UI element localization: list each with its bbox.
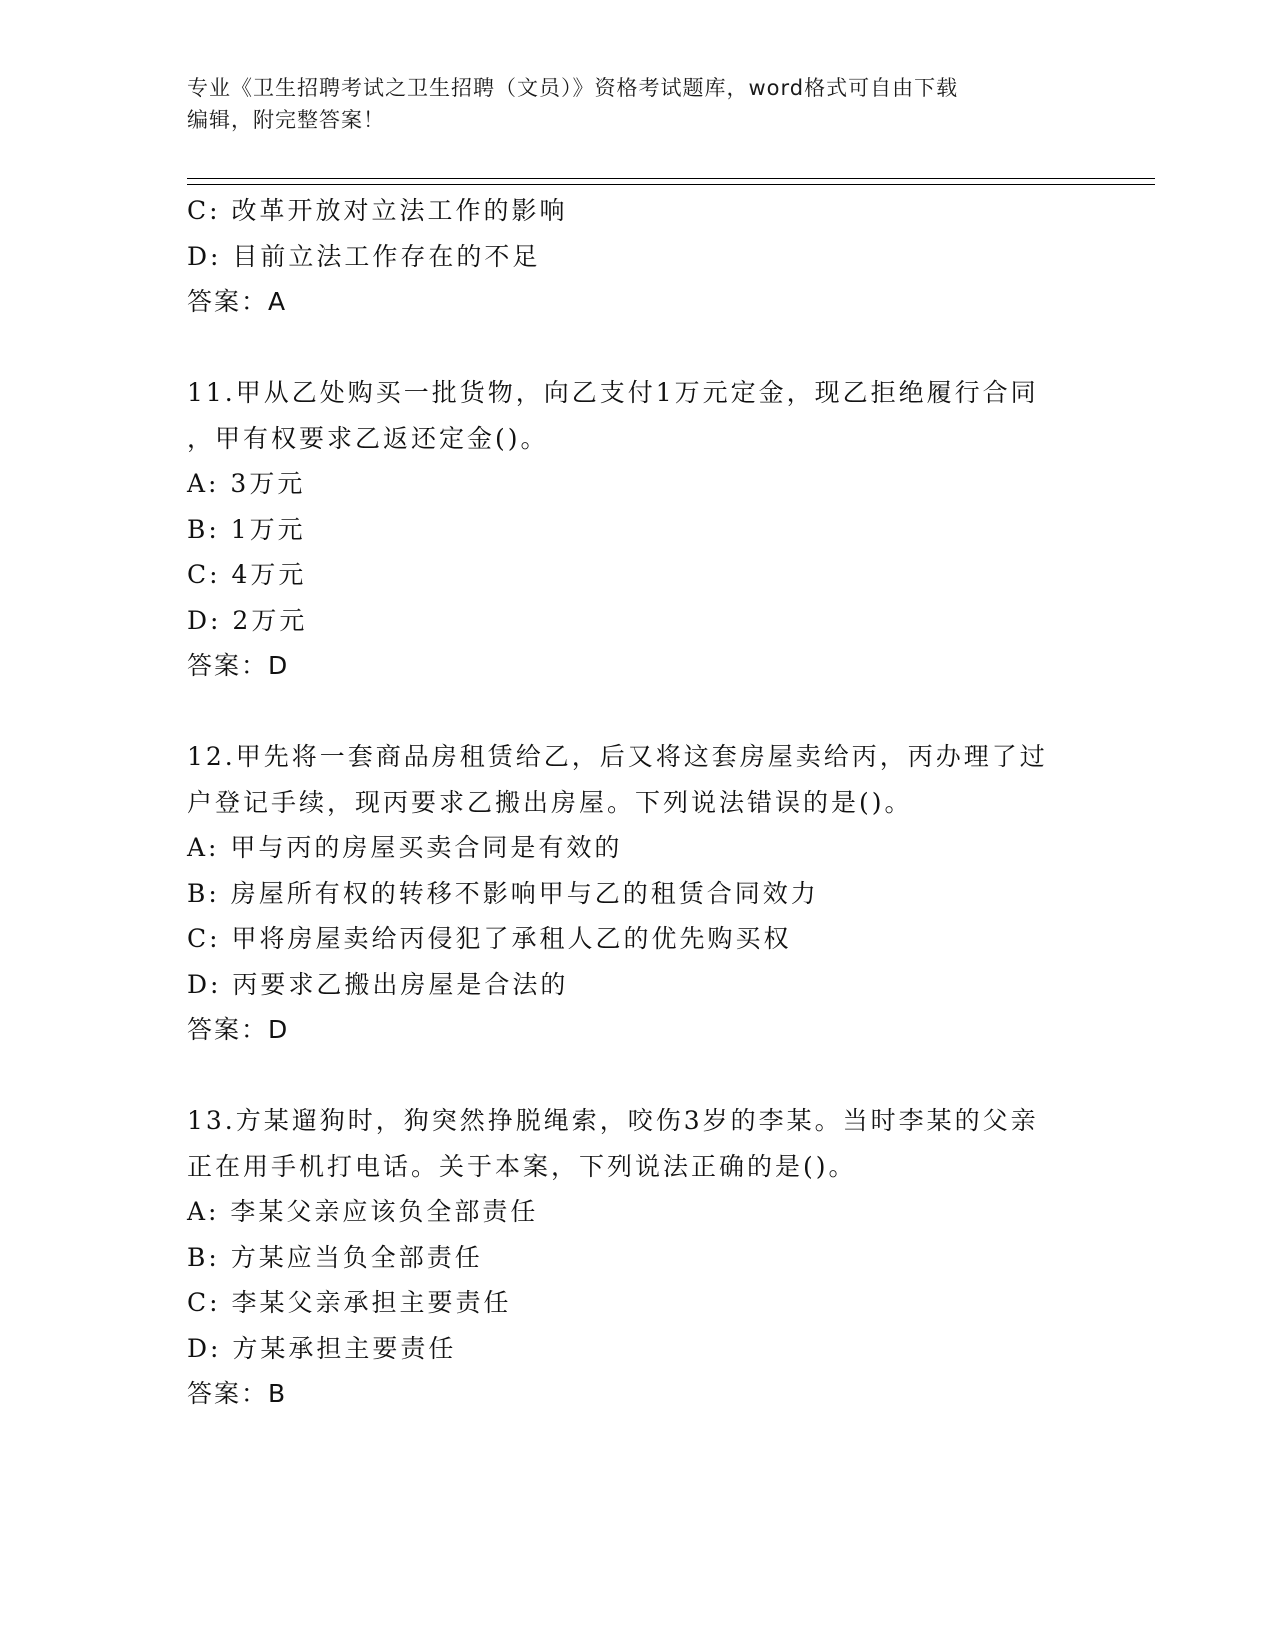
header-line-1: 专业《卫生招聘考试之卫生招聘（文员）》资格考试题库，word格式可自由下载	[187, 76, 959, 100]
option-d: D: 丙要求乙搬出房屋是合法的	[187, 969, 569, 999]
question-12	[187, 734, 1087, 1053]
answer-line: 答案：D	[187, 651, 290, 680]
option-b: B: 1万元	[187, 514, 306, 544]
question-stem-line: 户登记手续，现丙要求乙搬出房屋。下列说法错误的是()。	[187, 787, 913, 817]
option-c: C: 李某父亲承担主要责任	[187, 1288, 512, 1317]
option-d: D: 目前立法工作存在的不足	[187, 241, 541, 271]
option-b: B: 房屋所有权的转移不影响甲与乙的租赁合同效力	[187, 878, 819, 908]
question-stem-line: 11.甲从乙处购买一批货物，向乙支付1万元定金，现乙拒绝履行合同	[187, 378, 1039, 407]
question-stem-line: 12.甲先将一套商品房租赁给乙，后又将这套房屋卖给丙，丙办理了过	[187, 742, 1048, 771]
answer-line: 答案：A	[187, 287, 288, 316]
option-a: A: 李某父亲应该负全部责任	[187, 1197, 539, 1226]
spacer	[187, 325, 1087, 371]
option-b: B: 方某应当负全部责任	[187, 1242, 483, 1272]
option-c: C: 甲将房屋卖给丙侵犯了承租人乙的优先购买权	[187, 924, 792, 953]
option-c: C: 4万元	[187, 560, 307, 589]
option-a: A: 甲与丙的房屋买卖合同是有效的	[187, 833, 623, 862]
spacer	[187, 1053, 1087, 1099]
question-stem-line: 13.方某遛狗时，狗突然挣脱绳索，咬伤3岁的李某。当时李某的父亲	[187, 1106, 1039, 1135]
answer-line: 答案：D	[187, 1015, 290, 1044]
option-d: D: 方某承担主要责任	[187, 1333, 457, 1363]
document-header	[187, 72, 1087, 136]
question-10-continued	[187, 188, 1087, 325]
question-stem-line: 正在用手机打电话。关于本案，下列说法正确的是()。	[187, 1151, 857, 1181]
header-divider-top	[187, 178, 1155, 179]
option-d: D: 2万元	[187, 605, 308, 635]
spacer	[187, 689, 1087, 735]
question-11	[187, 370, 1087, 689]
option-c: C: 改革开放对立法工作的影响	[187, 196, 568, 225]
question-13	[187, 1098, 1087, 1417]
header-line-2: 编辑，附完整答案！	[187, 108, 385, 132]
header-divider-bottom	[187, 184, 1155, 185]
answer-line: 答案：B	[187, 1379, 288, 1408]
question-stem-line: ，甲有权要求乙返还定金()。	[187, 423, 549, 453]
question-list	[187, 188, 1087, 1417]
option-a: A: 3万元	[187, 469, 306, 498]
